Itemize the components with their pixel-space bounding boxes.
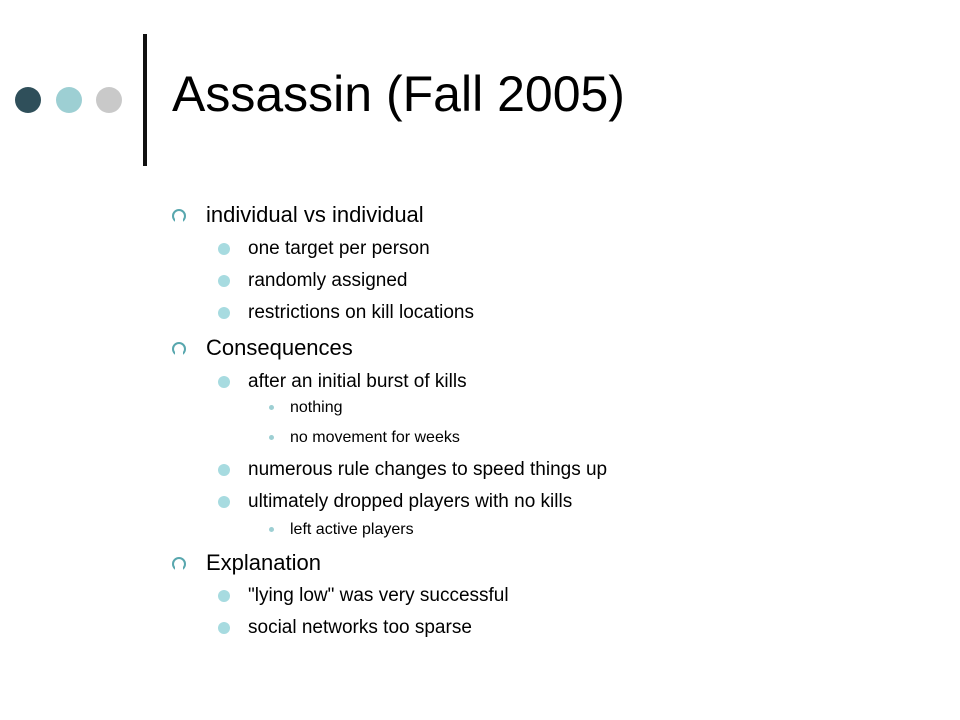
bullet-level2-icon [218, 496, 230, 508]
bullet-text: numerous rule changes to speed things up [248, 459, 608, 480]
bullet-text: social networks too sparse [248, 617, 472, 638]
bullet-level2-icon [218, 590, 230, 602]
bullet-text: one target per person [248, 238, 430, 259]
bullet-text: "lying low" was very successful [248, 585, 509, 606]
bullet-level2-item [248, 370, 467, 394]
bullet-text: restrictions on kill locations [248, 302, 474, 323]
bullet-level1-icon [172, 342, 186, 356]
bullet-level3-item [290, 398, 343, 418]
bullet-level2-item [248, 584, 509, 608]
bullet-level2-icon [218, 622, 230, 634]
bullet-level1-item [206, 550, 321, 576]
bullet-text: Consequences [206, 335, 353, 360]
bullet-text: left active players [290, 521, 414, 538]
bullet-level2-icon [218, 275, 230, 287]
bullet-level2-item [248, 616, 472, 640]
bullet-text: ultimately dropped players with no kills [248, 491, 573, 512]
bullet-text: no movement for weeks [290, 429, 460, 446]
bullet-text: Explanation [206, 550, 321, 575]
bullet-text: nothing [290, 399, 343, 416]
bullet-text: individual vs individual [206, 202, 424, 227]
bullet-level2-item [248, 301, 474, 325]
bullet-text: after an initial burst of kills [248, 371, 467, 392]
bullet-level3-icon [269, 527, 274, 532]
bullet-level1-icon [172, 209, 186, 223]
bullet-level1-icon [172, 557, 186, 571]
bullet-level2-icon [218, 243, 230, 255]
slide-title: Assassin (Fall 2005) [172, 66, 625, 122]
bullet-level2-icon [218, 464, 230, 476]
bullet-level2-item [248, 458, 607, 482]
bullet-level2-icon [218, 307, 230, 319]
bullet-level3-icon [269, 435, 274, 440]
bullet-level2-item [248, 237, 430, 261]
bullet-level2-item [248, 269, 407, 293]
bullet-level1-item [206, 202, 424, 228]
bullet-level2-icon [218, 376, 230, 388]
bullet-text: randomly assigned [248, 270, 408, 291]
bullet-level1-item [206, 335, 353, 361]
bullet-level3-item [290, 520, 414, 540]
bullet-level3-item [290, 428, 460, 448]
bullet-level3-icon [269, 405, 274, 410]
bullet-level2-item [248, 490, 572, 514]
